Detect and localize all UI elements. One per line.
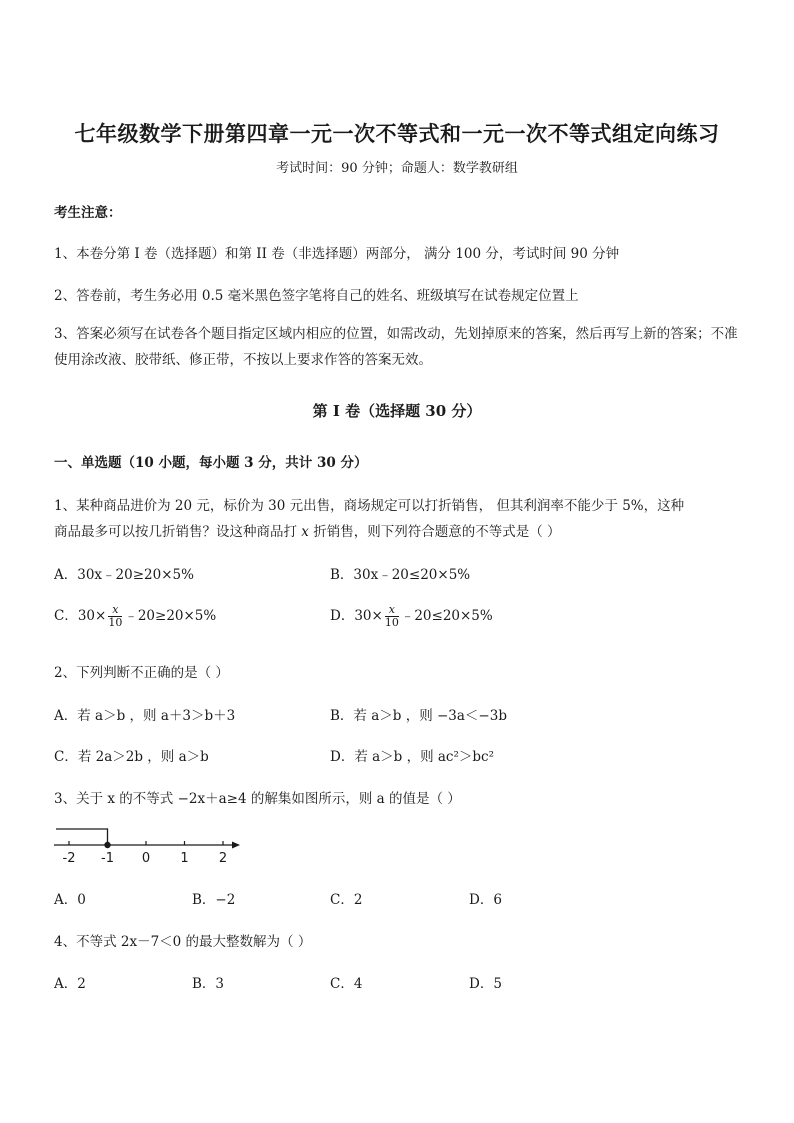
section-title: 第 I 卷（选择题 30 分） [312,402,482,420]
option-a[interactable]: A．若 a＞b ，则 a＋3＞b＋3 [54,708,236,724]
fraction-numerator: x [112,603,119,616]
solid-endpoint [104,842,110,848]
option-b[interactable]: B．若 a＞b ，则 −3a＜−3b [330,708,507,724]
exam-info: 考试时间：90 分钟；命题人：数学教研组 [276,161,518,176]
option-a[interactable]: A．30x﹣20≥20×5% [54,567,194,583]
option-d[interactable]: D．若 a＞b ，则 ac²＞bc² [330,749,495,765]
stem-text: 折销售，则下列符合题意的不等式是（ ） [308,524,561,540]
option-d[interactable]: D．6 [469,892,502,908]
option-a[interactable]: A．2 [54,976,86,992]
option-c[interactable]: C．4 [330,976,363,992]
option-d[interactable]: D．5 [469,976,502,992]
notice-item: 3、答案必须写在试卷各个题目指定区域内相应的位置，如需改动，先划掉原来的答案，然后再写上新的答案；不准使用涂改液、胶带纸、修正带，不按以上要求作答的答案无效。 [54,326,738,368]
option-c[interactable]: C．2 [330,892,363,908]
number-line [50,823,245,865]
page-title: 七年级数学下册第四章一元一次不等式和一元一次不等式组定向练习 [74,121,720,146]
question-stem: 4、不等式 2x－7＜0 的最大整数解为（ ） [54,934,312,950]
notice-item: 1、本卷分第 I 卷（选择题）和第 II 卷（非选择题）两部分， 满分 100 分，考试时间 90 分钟 [54,246,620,262]
option-a[interactable]: A．0 [54,892,86,908]
option-b[interactable]: B．3 [192,976,225,992]
option-text: ﹣20≥20×5% [124,608,217,624]
tick-label: -1 [101,851,114,865]
option-d[interactable] [330,604,493,629]
option-text: ﹣20≤20×5% [400,608,493,624]
notice-item: 2、答卷前，考生务必用 0.5 毫米黑色签字笔将自己的姓名、班级填写在试卷规定位置上 [54,288,579,304]
question-stem: 2、下列判断不正确的是（ ） [54,665,229,681]
option-b[interactable]: B．−2 [192,892,236,908]
fraction [385,604,399,629]
fraction-denominator: 10 [384,616,399,629]
stem-variable: x [301,524,309,540]
option-text: C．30× [54,608,107,624]
fraction [108,604,122,629]
option-c[interactable]: C．若 2a＞2b ，则 a＞b [54,749,209,765]
solution-ray [56,829,108,845]
tick-label: 2 [218,851,228,865]
option-text: D．30× [330,608,383,624]
tick-label: -2 [62,851,76,865]
tick-label: 0 [141,851,151,865]
fraction-numerator: x [388,603,395,616]
stem-text: 商品最多可以按几折销售？设这种商品打 [54,524,302,540]
question-stem: 1、某种商品进价为 20 元，标价为 30 元出售，商场规定可以打折销售， 但其利润率不能少于 5%，这种 [54,498,685,514]
arrow-right-icon [232,842,240,849]
question-stem: 3、关于 x 的不等式 −2x＋a≥4 的解集如图所示，则 a 的值是（ ） [54,791,461,807]
fraction-denominator: 10 [108,616,123,629]
option-c[interactable] [54,604,216,629]
question-stem [54,520,561,540]
notice-heading: 考生注意： [54,205,122,221]
option-b[interactable]: B．30x﹣20≤20×5% [330,567,471,583]
part-heading: 一、单选题（10 小题，每小题 3 分，共计 30 分） [54,455,368,471]
tick-label: 1 [180,851,189,865]
